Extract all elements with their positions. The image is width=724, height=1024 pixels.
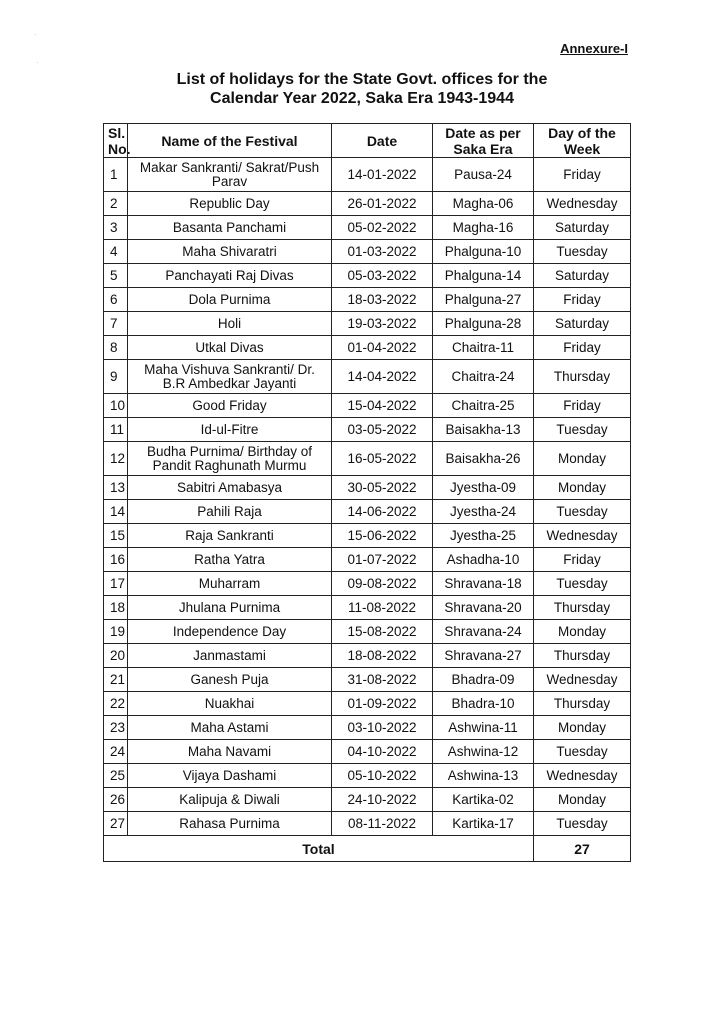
cell-date: 01-04-2022 <box>332 336 433 360</box>
cell-festival-name: Maha Shivaratri <box>128 240 332 264</box>
cell-sl-no: 2 <box>104 192 128 216</box>
cell-sl-no: 17 <box>104 572 128 596</box>
cell-saka-date: Ashwina-11 <box>433 716 534 740</box>
cell-festival-name: Panchayati Raj Divas <box>128 264 332 288</box>
cell-sl-no: 25 <box>104 764 128 788</box>
cell-festival-name: Good Friday <box>128 394 332 418</box>
cell-day-of-week: Monday <box>534 788 631 812</box>
cell-day-of-week: Monday <box>534 476 631 500</box>
total-label: Total <box>104 836 534 862</box>
cell-date: 09-08-2022 <box>332 572 433 596</box>
table-row <box>104 240 631 264</box>
cell-saka-date: Ashwina-12 <box>433 740 534 764</box>
cell-festival-name: Nuakhai <box>128 692 332 716</box>
cell-saka-date: Ashadha-10 <box>433 548 534 572</box>
cell-day-of-week: Thursday <box>534 360 631 394</box>
cell-sl-no: 23 <box>104 716 128 740</box>
cell-date: 03-10-2022 <box>332 716 433 740</box>
cell-date: 01-07-2022 <box>332 548 433 572</box>
cell-sl-no: 12 <box>104 442 128 476</box>
table-row <box>104 548 631 572</box>
cell-saka-date: Kartika-17 <box>433 812 534 836</box>
cell-saka-date: Shravana-18 <box>433 572 534 596</box>
table-row <box>104 812 631 836</box>
cell-date: 14-06-2022 <box>332 500 433 524</box>
cell-festival-name: Maha Astami <box>128 716 332 740</box>
table-row <box>104 312 631 336</box>
annexure-label: Annexure-I <box>560 41 628 56</box>
cell-date: 15-08-2022 <box>332 620 433 644</box>
cell-saka-date: Pausa-24 <box>433 158 534 192</box>
cell-day-of-week: Thursday <box>534 644 631 668</box>
cell-sl-no: 9 <box>104 360 128 394</box>
table-row <box>104 264 631 288</box>
cell-sl-no: 14 <box>104 500 128 524</box>
cell-saka-date: Shravana-27 <box>433 644 534 668</box>
table-row <box>104 360 631 394</box>
cell-date: 18-08-2022 <box>332 644 433 668</box>
cell-festival-name: Sabitri Amabasya <box>128 476 332 500</box>
cell-day-of-week: Monday <box>534 620 631 644</box>
cell-saka-date: Baisakha-13 <box>433 418 534 442</box>
cell-festival-name: Rahasa Purnima <box>128 812 332 836</box>
cell-sl-no: 3 <box>104 216 128 240</box>
cell-day-of-week: Wednesday <box>534 524 631 548</box>
scan-speck: · <box>34 30 37 39</box>
cell-date: 14-04-2022 <box>332 360 433 394</box>
cell-day-of-week: Tuesday <box>534 418 631 442</box>
cell-sl-no: 26 <box>104 788 128 812</box>
cell-saka-date: Chaitra-11 <box>433 336 534 360</box>
cell-sl-no: 8 <box>104 336 128 360</box>
table-row <box>104 192 631 216</box>
cell-festival-name: Kalipuja & Diwali <box>128 788 332 812</box>
cell-sl-no: 7 <box>104 312 128 336</box>
cell-festival-name: Dola Purnima <box>128 288 332 312</box>
table-row <box>104 740 631 764</box>
cell-day-of-week: Monday <box>534 716 631 740</box>
cell-day-of-week: Friday <box>534 394 631 418</box>
cell-date: 15-04-2022 <box>332 394 433 418</box>
cell-day-of-week: Monday <box>534 442 631 476</box>
cell-festival-name: Basanta Panchami <box>128 216 332 240</box>
cell-sl-no: 22 <box>104 692 128 716</box>
cell-festival-name: Janmastami <box>128 644 332 668</box>
cell-sl-no: 18 <box>104 596 128 620</box>
cell-day-of-week: Tuesday <box>534 812 631 836</box>
header-sl-no: Sl. No. <box>104 124 128 158</box>
table-row <box>104 572 631 596</box>
cell-sl-no: 24 <box>104 740 128 764</box>
cell-sl-no: 10 <box>104 394 128 418</box>
cell-day-of-week: Tuesday <box>534 500 631 524</box>
cell-saka-date: Jyestha-24 <box>433 500 534 524</box>
cell-festival-name: Republic Day <box>128 192 332 216</box>
table-row <box>104 442 631 476</box>
cell-saka-date: Bhadra-09 <box>433 668 534 692</box>
cell-date: 26-01-2022 <box>332 192 433 216</box>
cell-festival-name: Budha Purnima/ Birthday of Pandit Raghunath Murmu <box>128 442 332 476</box>
cell-festival-name: Utkal Divas <box>128 336 332 360</box>
cell-festival-name: Id-ul-Fitre <box>128 418 332 442</box>
cell-day-of-week: Saturday <box>534 312 631 336</box>
cell-saka-date: Kartika-02 <box>433 788 534 812</box>
cell-day-of-week: Thursday <box>534 596 631 620</box>
cell-saka-date: Shravana-20 <box>433 596 534 620</box>
cell-saka-date: Magha-06 <box>433 192 534 216</box>
table-body <box>104 158 631 836</box>
title-line-1: List of holidays for the State Govt. offices for the <box>176 71 548 88</box>
cell-sl-no: 27 <box>104 812 128 836</box>
table-row <box>104 336 631 360</box>
cell-date: 14-01-2022 <box>332 158 433 192</box>
cell-sl-no: 19 <box>104 620 128 644</box>
cell-date: 16-05-2022 <box>332 442 433 476</box>
table-row <box>104 788 631 812</box>
cell-festival-name: Makar Sankranti/ Sakrat/Push Parav <box>128 158 332 192</box>
holiday-table <box>103 123 631 862</box>
cell-sl-no: 16 <box>104 548 128 572</box>
cell-sl-no: 6 <box>104 288 128 312</box>
cell-sl-no: 4 <box>104 240 128 264</box>
cell-saka-date: Magha-16 <box>433 216 534 240</box>
table-row <box>104 764 631 788</box>
cell-sl-no: 13 <box>104 476 128 500</box>
cell-date: 01-03-2022 <box>332 240 433 264</box>
cell-festival-name: Vijaya Dashami <box>128 764 332 788</box>
table-row <box>104 476 631 500</box>
header-day-of-week: Day of the Week <box>534 124 631 158</box>
cell-saka-date: Jyestha-09 <box>433 476 534 500</box>
table-row <box>104 288 631 312</box>
total-value: 27 <box>534 836 631 862</box>
cell-saka-date: Phalguna-10 <box>433 240 534 264</box>
cell-festival-name: Raja Sankranti <box>128 524 332 548</box>
cell-sl-no: 21 <box>104 668 128 692</box>
table-row <box>104 692 631 716</box>
cell-festival-name: Holi <box>128 312 332 336</box>
cell-day-of-week: Tuesday <box>534 240 631 264</box>
cell-date: 24-10-2022 <box>332 788 433 812</box>
table-row <box>104 500 631 524</box>
cell-saka-date: Phalguna-14 <box>433 264 534 288</box>
cell-saka-date: Bhadra-10 <box>433 692 534 716</box>
table-row <box>104 716 631 740</box>
cell-day-of-week: Tuesday <box>534 740 631 764</box>
cell-saka-date: Shravana-24 <box>433 620 534 644</box>
table-row <box>104 596 631 620</box>
cell-saka-date: Phalguna-28 <box>433 312 534 336</box>
cell-festival-name: Muharram <box>128 572 332 596</box>
cell-date: 08-11-2022 <box>332 812 433 836</box>
cell-day-of-week: Wednesday <box>534 764 631 788</box>
cell-day-of-week: Thursday <box>534 692 631 716</box>
cell-festival-name: Maha Navami <box>128 740 332 764</box>
table-row <box>104 394 631 418</box>
cell-sl-no: 20 <box>104 644 128 668</box>
cell-day-of-week: Saturday <box>534 216 631 240</box>
cell-date: 05-02-2022 <box>332 216 433 240</box>
cell-date: 05-10-2022 <box>332 764 433 788</box>
table-row <box>104 668 631 692</box>
total-row <box>104 836 631 862</box>
table-row <box>104 216 631 240</box>
cell-festival-name: Ganesh Puja <box>128 668 332 692</box>
cell-sl-no: 11 <box>104 418 128 442</box>
cell-saka-date: Baisakha-26 <box>433 442 534 476</box>
cell-saka-date: Jyestha-25 <box>433 524 534 548</box>
header-row <box>104 124 631 158</box>
cell-day-of-week: Wednesday <box>534 192 631 216</box>
cell-festival-name: Independence Day <box>128 620 332 644</box>
table-row <box>104 620 631 644</box>
scan-speck: · <box>36 58 39 67</box>
cell-date: 01-09-2022 <box>332 692 433 716</box>
cell-day-of-week: Friday <box>534 336 631 360</box>
cell-date: 19-03-2022 <box>332 312 433 336</box>
cell-sl-no: 15 <box>104 524 128 548</box>
cell-festival-name: Pahili Raja <box>128 500 332 524</box>
cell-day-of-week: Wednesday <box>534 668 631 692</box>
cell-day-of-week: Friday <box>534 288 631 312</box>
cell-day-of-week: Friday <box>534 158 631 192</box>
table-row <box>104 418 631 442</box>
cell-date: 11-08-2022 <box>332 596 433 620</box>
cell-date: 30-05-2022 <box>332 476 433 500</box>
cell-day-of-week: Friday <box>534 548 631 572</box>
title-line-2: Calendar Year 2022, Saka Era 1943-1944 <box>210 90 514 107</box>
cell-festival-name: Ratha Yatra <box>128 548 332 572</box>
table-row <box>104 158 631 192</box>
cell-sl-no: 5 <box>104 264 128 288</box>
cell-date: 18-03-2022 <box>332 288 433 312</box>
cell-day-of-week: Saturday <box>534 264 631 288</box>
header-saka-date: Date as per Saka Era <box>433 124 534 158</box>
cell-saka-date: Ashwina-13 <box>433 764 534 788</box>
cell-saka-date: Chaitra-25 <box>433 394 534 418</box>
table-row <box>104 644 631 668</box>
cell-sl-no: 1 <box>104 158 128 192</box>
cell-date: 04-10-2022 <box>332 740 433 764</box>
cell-date: 15-06-2022 <box>332 524 433 548</box>
cell-saka-date: Phalguna-27 <box>433 288 534 312</box>
cell-date: 31-08-2022 <box>332 668 433 692</box>
cell-festival-name: Maha Vishuva Sankranti/ Dr. B.R Ambedkar Jayanti <box>128 360 332 394</box>
cell-date: 05-03-2022 <box>332 264 433 288</box>
header-festival-name: Name of the Festival <box>128 124 332 158</box>
cell-day-of-week: Tuesday <box>534 572 631 596</box>
table-row <box>104 524 631 548</box>
cell-date: 03-05-2022 <box>332 418 433 442</box>
document-title <box>0 70 724 108</box>
header-date: Date <box>332 124 433 158</box>
cell-festival-name: Jhulana Purnima <box>128 596 332 620</box>
cell-saka-date: Chaitra-24 <box>433 360 534 394</box>
